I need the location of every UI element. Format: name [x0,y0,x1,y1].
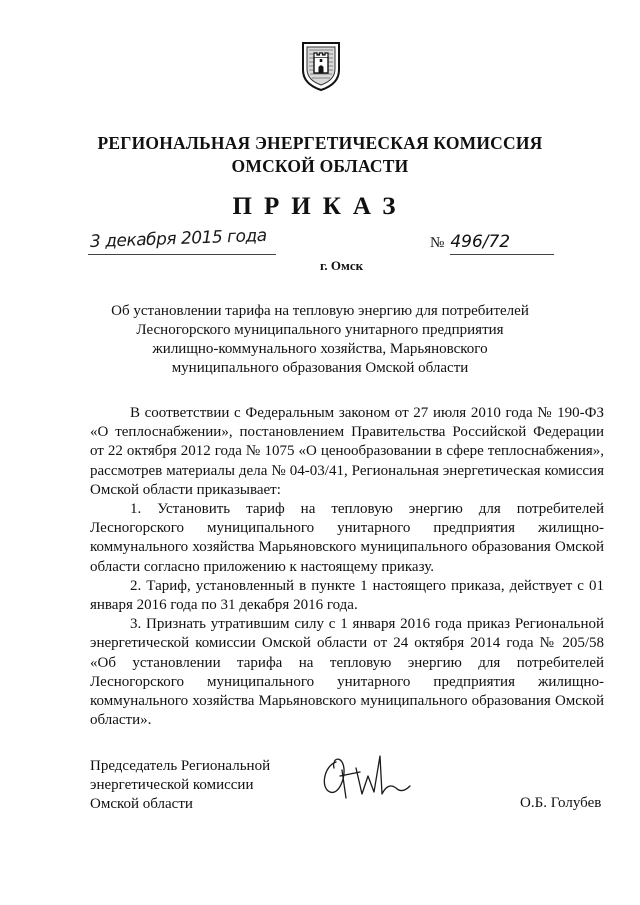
item-1-paragraph: 1. Установить тариф на тепловую энергию для потребителей Лесногорского муниципального унитарного предприятия жилищно-коммунального хозяйства Марьяновского муниципального образования Омской области согласно приложению к настоящему приказу. [90,501,604,575]
city-label: г. Омск [320,258,364,273]
number-underline [450,254,554,255]
preamble-paragraph: В соответствии с Федеральным законом от 27 июля 2010 года № 190-ФЗ «О теплоснабжении», постановлением Правительства Российской Федерации от 22 октября 2012 года № 1075 «О ценообразовании в сфере теплоснабжения», рассмотрев материалы дела № 04-03/41, Региональная энергетическая комиссия Омской области приказывает: [90,405,604,498]
document-number [430,232,510,252]
handwritten-number: 496/72 [450,232,511,252]
signer-position [90,757,270,814]
document-body [90,404,604,730]
organization-title: РЕГИОНАЛЬНАЯ ЭНЕРГЕТИЧЕСКАЯ КОМИССИЯ [97,133,543,153]
signature-icon [316,748,416,808]
date-underline [88,254,276,255]
organization-region: ОМСКОЙ ОБЛАСТИ [231,156,409,176]
signer-position-line-3: Омской области [90,796,193,812]
signer-position-line-2: энергетической комиссии [90,777,254,793]
coat-of-arms-icon [300,40,342,92]
document-type: ПРИКАЗ [232,193,408,220]
number-sign: № [430,235,445,251]
signer-position-line-1: Председатель Региональной [90,758,271,774]
item-2-paragraph: 2. Тариф, установленный в пункте 1 настоящего приказа, действует с 01 января 2016 года по 31 декабря 2016 года. [90,577,604,614]
item-3-paragraph: 3. Признать утратившим силу с 1 января 2016 года приказ Региональной энергетической комиссии Омской области от 24 октября 2014 года № 205/58 «Об установлении тарифа на тепловую энергию для потребителей Лесногорского муниципального унитарного предприятия жилищно-коммунального хозяйства Марьяновского муниципального образования Омской области». [90,616,604,729]
handwritten-date: 3 декабря 2015 года [89,225,267,252]
signer-name: О.Б. Голубев [520,795,602,811]
document-subject: Об установлении тарифа на тепловую энергию для потребителей Лесногорского муниципального унитарного предприятия жилищно-коммунального хозяйства, Марьяновского муниципального образования Омской области [111,303,529,376]
